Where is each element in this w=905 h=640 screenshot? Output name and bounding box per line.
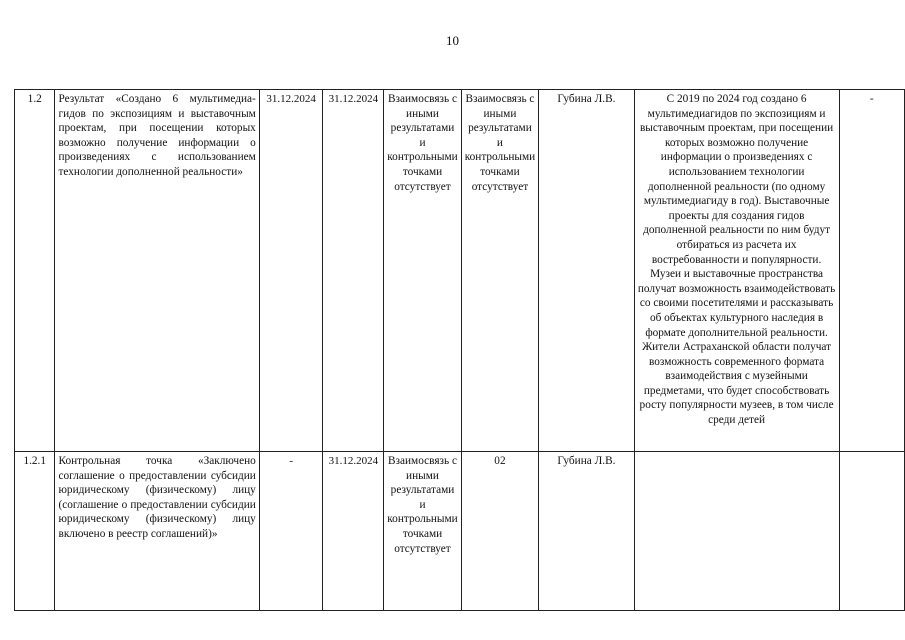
row-name: Контрольная точка «Заключено соглашение о предоставлении субсидии юридическому (физическому) лицу (соглашение о предоставлении субсидии юридическому (физическому) лицу включено в реестр соглашений)» (55, 452, 259, 611)
successor-link: Взаимосвязь с иными результатами и контрольными точками отсутствует (461, 90, 538, 452)
row-number: 1.2 (15, 90, 55, 452)
start-date: 31.12.2024 (259, 90, 323, 452)
table-row (15, 452, 905, 611)
plan-table (14, 89, 905, 611)
result-description: С 2019 по 2024 год создано 6 мультимедиагидов по экспозициям и выставочным проектам, при посещении которых возможно получение информации о произведениях с использованием технологии дополненной реальности (по одному мультимедиагиду в год). Выставочные проекты для создания гидов дополненной реальности по ним будут отбираться из расчета их востребованности и популярности. Музеи и выставочные пространства получат возможность взаимодействовать со своими посетителями и рассказывать об объектах культурного наследия в формате дополнительной реальности. Жители Астраханской области получат возможность современного формата взаимодействия с музейными предметами, что будет способствовать росту популярности музеев, в том числе среди детей (634, 90, 839, 452)
result-description (634, 452, 839, 611)
table-row (15, 90, 905, 452)
predecessor-link: Взаимосвязь с иными результатами и контрольными точками отсутствует (384, 452, 461, 611)
row-note (839, 452, 904, 611)
predecessor-link: Взаимосвязь с иными результатами и контрольными точками отсутствует (384, 90, 461, 452)
successor-link: 02 (461, 452, 538, 611)
row-note: - (839, 90, 904, 452)
row-name: Результат «Создано 6 мультимедиа-гидов по экспозициям и выставочным проектам, при посещении которых возможно получение информации о произведениях с использованием технологии дополненной реальности» (55, 90, 259, 452)
end-date: 31.12.2024 (323, 90, 384, 452)
start-date: - (259, 452, 323, 611)
row-number: 1.2.1 (15, 452, 55, 611)
responsible-person: Губина Л.В. (539, 452, 634, 611)
page-number: 10 (446, 33, 459, 48)
end-date: 31.12.2024 (323, 452, 384, 611)
responsible-person: Губина Л.В. (539, 90, 634, 452)
